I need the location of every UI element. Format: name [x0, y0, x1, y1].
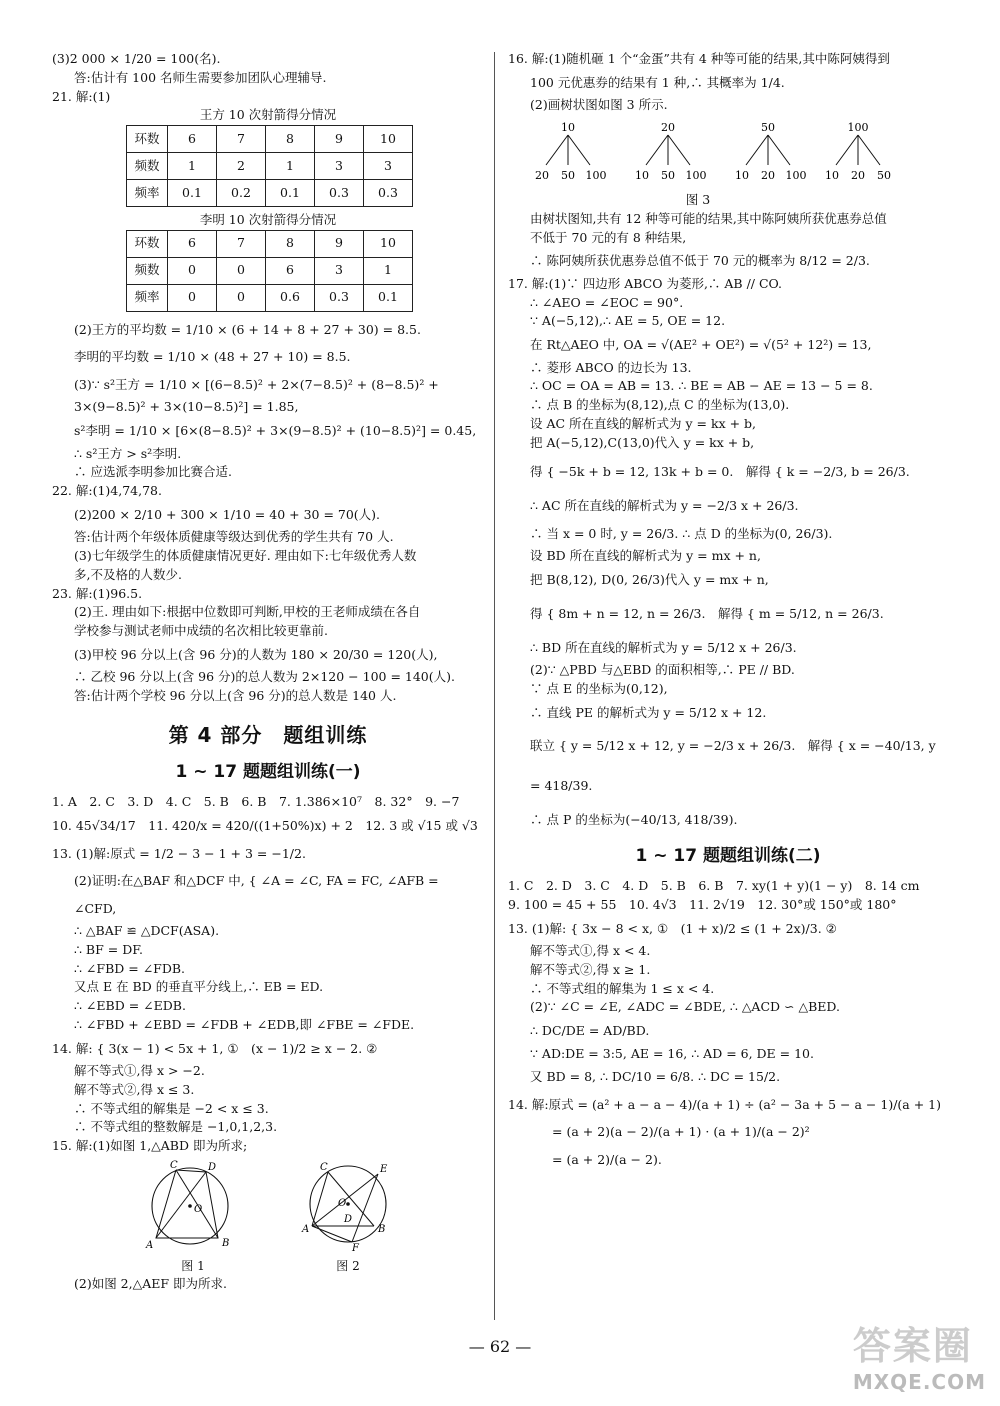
answer-line: 得 { 8m + n = 12, n = 26/3. 解得 { m = 5/12, n = 26/3.: [530, 605, 884, 621]
tree-branch: [635, 121, 707, 182]
answer-line: ∵ AD:DE = 3:5, AE = 16, ∴ AD = 6, DE = 10.: [530, 1045, 814, 1061]
answer-line: ∵ 点 E 的坐标为(0,12),: [530, 680, 668, 696]
watermark-url: MXQE.COM: [852, 1370, 986, 1394]
answer-line: ∴ OC = OA = AB = 13. ∴ BE = AB − AE = 13 − 5 = 8.: [530, 378, 873, 394]
tree-leaf: 100: [785, 169, 807, 182]
watermark-brand: 答案圈: [852, 1324, 973, 1368]
answer-line: ∴ 应选派李明参加比赛合适.: [74, 464, 232, 480]
tree-root: 100: [847, 121, 869, 134]
tree-leaf: 50: [877, 169, 891, 182]
table-caption: 李明 10 次射箭得分情况: [199, 212, 337, 227]
table-cell: 0.3: [315, 180, 364, 207]
point-label: C: [170, 1159, 178, 1171]
answer-line: 22. 解:(1)4,74,78.: [52, 483, 162, 498]
table-cell: 0.3: [364, 180, 413, 207]
tree-leaf: 20: [535, 169, 549, 182]
table-cell: 9: [315, 126, 364, 153]
answer-line: 答:估计有 100 名师生需要参加团队心理辅导.: [74, 69, 327, 85]
answer-line: 13. (1)解: { 3x − 8 < x, ① (1 + x)/2 ≤ (1 + 2x)/3. ②: [508, 920, 837, 936]
answer-line: (2)王方的平均数 = 1/10 × (6 + 14 + 8 + 27 + 30) = 8.5.: [74, 321, 421, 337]
answer-line: ∵ A(−5,12),∴ AE = 5, OE = 12.: [530, 313, 726, 329]
answer-line: 把 B(8,12), D(0, 26/3)代入 y = mx + n,: [530, 572, 769, 587]
answer-line: (2)画树状图如图 3 所示.: [530, 97, 668, 113]
point-label: B: [222, 1237, 230, 1249]
answer-line: 17. 解:(1)∵ 四边形 ABCO 为菱形,∴ AB // CO.: [508, 275, 783, 291]
tree-branch: [735, 121, 807, 182]
tree-leaf: 10: [735, 169, 749, 182]
table-cell: 频数: [127, 257, 168, 284]
table-cell: 频数: [127, 153, 168, 180]
figure-caption: 图 3: [685, 192, 711, 207]
answer-line: ∴ s²王方 > s²李明.: [74, 445, 182, 461]
answer-line: ∴ ∠EBD = ∠EDB.: [74, 998, 186, 1013]
point-label: O: [338, 1197, 347, 1209]
answer-line: ∴ △BAF ≌ △DCF(ASA).: [74, 923, 220, 938]
table-cell: 0.1: [364, 284, 413, 311]
answer-line: = (a + 2)(a − 2)/(a + 1) · (a + 1)/(a − 2)²: [552, 1124, 810, 1140]
answer-line: 14. 解: { 3(x − 1) < 5x + 1, ① (x − 1)/2 ≥ x − 2. ②: [52, 1040, 378, 1056]
table-cell: 0.6: [266, 284, 315, 311]
table-cell: 3: [364, 153, 413, 180]
table-cell: 0.1: [168, 180, 217, 207]
column-divider: [494, 52, 495, 1320]
circle-diagram-2: [298, 1160, 398, 1252]
answer-line: 不低于 70 元的有 8 种结果,: [530, 229, 687, 245]
section-title: 第 4 部分 题组训练: [168, 722, 368, 747]
answer-line: 100 元优惠券的结果有 1 种,∴ 其概率为 1/4.: [530, 74, 785, 90]
table-cell: 0: [217, 257, 266, 284]
answer-line: 9. 100 = 45 + 55 10. 4√3 11. 2√19 12. 30°或 150°或 180°: [508, 896, 897, 912]
answer-line: 1. A 2. C 3. D 4. C 5. B 6. B 7. 1.386×10⁷ 8. 32° 9. −7: [52, 794, 460, 810]
tree-root: 10: [561, 121, 575, 134]
point-label: A: [302, 1223, 310, 1235]
tree-diagram: [528, 119, 908, 191]
tree-leaf: 10: [635, 169, 649, 182]
table-cell: 1: [168, 153, 217, 180]
table-cell: 0: [168, 284, 217, 311]
tree-leaf: 20: [851, 169, 865, 182]
table-cell: 0.1: [266, 180, 315, 207]
figure-caption: 图 2: [336, 1258, 360, 1273]
figure-1: [138, 1160, 248, 1275]
table-row: [127, 230, 413, 257]
table-cell: 7: [217, 230, 266, 257]
table-cell: 9: [315, 230, 364, 257]
answer-line: (3)甲校 96 分以上(含 96 分)的人数为 180 × 20/30 = 120(人),: [74, 646, 438, 662]
tree-leaf: 50: [561, 169, 575, 182]
answer-line: (2)王. 理由如下:根据中位数即可判断,甲校的王老师成绩在各自: [74, 604, 421, 620]
answer-line: ∴ 不等式组的整数解是 −1,0,1,2,3.: [74, 1119, 278, 1135]
answer-line: 李明的平均数 = 1/10 × (48 + 27 + 10) = 8.5.: [74, 349, 351, 365]
tree-branch: [825, 121, 891, 182]
answer-line: ∴ BD 所在直线的解析式为 y = 5/12 x + 26/3.: [530, 639, 797, 655]
score-table-liming: [126, 230, 413, 312]
point-label: B: [378, 1223, 386, 1235]
answer-line: ∴ BF = DF.: [74, 941, 143, 957]
tree-root: 20: [661, 121, 675, 134]
answer-line: 把 A(−5,12),C(13,0)代入 y = kx + b,: [530, 434, 755, 450]
table-row: [127, 257, 413, 284]
answer-line: 答:估计两个学校 96 分以上(含 96 分)的总人数是 140 人.: [74, 688, 397, 703]
table-cell: 6: [266, 257, 315, 284]
subsection-title: 1 ~ 17 题题组训练(二): [635, 845, 821, 866]
point-label: C: [320, 1161, 328, 1173]
circle-diagram-1: [138, 1160, 248, 1252]
table-cell: 频率: [127, 180, 168, 207]
answer-line: 学校参与测试老师中成绩的名次相比较更靠前.: [74, 623, 328, 638]
answer-line: ∴ 直线 PE 的解析式为 y = 5/12 x + 12.: [530, 704, 767, 720]
answer-line: 解不等式②,得 x ≥ 1.: [530, 961, 651, 977]
answer-line: 13. (1)解:原式 = 1/2 − 3 − 1 + 3 = −1/2.: [52, 845, 306, 861]
table-cell: 0.3: [315, 284, 364, 311]
answer-line: 由树状图知,共有 12 种等可能的结果,其中陈阿姨所获优惠券总值: [530, 210, 887, 226]
answer-line: 3×(9−8.5)² + 3×(10−8.5)²] = 1.85,: [74, 399, 299, 415]
table-row: [127, 153, 413, 180]
answer-line: (2)∵ ∠C = ∠E, ∠ADC = ∠BDE, ∴ △ACD ∽ △BED.: [530, 999, 840, 1015]
answer-line: ∴ 当 x = 0 时, y = 26/3. ∴ 点 D 的坐标为(0, 26/3).: [530, 525, 833, 541]
tree-leaf: 100: [685, 169, 707, 182]
subsection-title: 1 ~ 17 题题组训练(一): [175, 761, 361, 782]
table-cell: 0.2: [217, 180, 266, 207]
point-label: E: [380, 1163, 388, 1175]
answer-line: 联立 { y = 5/12 x + 12, y = −2/3 x + 26/3. 解得 { x = −40/13, y = 418/39.: [530, 738, 940, 793]
answer-line: 设 AC 所在直线的解析式为 y = kx + b,: [530, 415, 757, 431]
answer-line: 16. 解:(1)随机砸 1 个“金蛋”共有 4 种等可能的结果,其中陈阿姨得到: [508, 51, 890, 66]
table-cell: 1: [364, 257, 413, 284]
answer-line: 解不等式②,得 x ≤ 3.: [74, 1081, 195, 1097]
table-cell: 0: [217, 284, 266, 311]
answer-line: 1. C 2. D 3. C 4. D 5. B 6. B 7. xy(1 + y)(1 − y) 8. 14 cm: [508, 878, 920, 893]
tree-leaf: 20: [761, 169, 775, 182]
score-table-wangfang: [126, 125, 413, 207]
table-row: [127, 284, 413, 311]
table-cell: 8: [266, 230, 315, 257]
answer-line: ∴ 乙校 96 分以上(含 96 分)的总人数为 2×120 − 100 = 140(人).: [74, 669, 455, 685]
answer-line: (2)证明:在△BAF 和△DCF 中, { ∠A = ∠C, FA = FC, ∠AFB = ∠CFD,: [74, 873, 443, 916]
answer-line: 又 BD = 8, ∴ DC/10 = 6/8. ∴ DC = 15/2.: [530, 1069, 781, 1085]
table-cell: 3: [315, 257, 364, 284]
answer-line: 在 Rt△AEO 中, OA = √(AE² + OE²) = √(5² + 12²) = 13,: [530, 337, 872, 352]
answer-line: (3)七年级学生的体质健康情况更好. 理由如下:七年级优秀人数: [74, 548, 417, 563]
table-cell: 频率: [127, 284, 168, 311]
answer-line: ∴ 点 P 的坐标为(−40/13, 418/39).: [530, 812, 738, 827]
answer-line: 10. 45√34/17 11. 420/x = 420/((1+50%)x) + 2 12. 3 或 √15 或 √3: [52, 818, 478, 833]
table-cell: 8: [266, 126, 315, 153]
answer-line: 得 { −5k + b = 12, 13k + b = 0. 解得 { k = −2/3, b = 26/3.: [530, 464, 910, 480]
answer-line: ∴ ∠AEO = ∠EOC = 90°.: [530, 294, 684, 310]
left-column: [52, 50, 484, 1294]
answer-line: 23. 解:(1)96.5.: [52, 585, 143, 601]
answer-line: ∴ DC/DE = AD/BD.: [530, 1023, 650, 1038]
answer-line: ∴ 不等式组的解集为 1 ≤ x < 4.: [530, 980, 715, 996]
answer-line: 21. 解:(1): [52, 88, 111, 104]
answer-line: ∴ 菱形 ABCO 的边长为 13.: [530, 359, 692, 375]
figure-row: [52, 1160, 484, 1275]
answer-line: 15. 解:(1)如图 1,△ABD 即为所求;: [52, 1138, 248, 1153]
page-number: — 62 —: [468, 1337, 532, 1356]
answer-line: ∴ AC 所在直线的解析式为 y = −2/3 x + 26/3.: [530, 498, 799, 514]
point-label: D: [344, 1213, 353, 1225]
answer-line: = (a + 2)/(a − 2).: [552, 1151, 662, 1167]
table-row: [127, 180, 413, 207]
answer-line: (2)如图 2,△AEF 即为所求.: [74, 1275, 227, 1291]
right-column: [508, 50, 948, 1173]
answer-line: ∴ 不等式组的解集是 −2 < x ≤ 3.: [74, 1100, 269, 1116]
table-cell: 6: [168, 230, 217, 257]
figure-caption: 图 1: [181, 1258, 205, 1273]
answer-line: 多,不及格的人数少.: [74, 566, 182, 582]
table-cell: 6: [168, 126, 217, 153]
table-cell: 2: [217, 153, 266, 180]
table-cell: 7: [217, 126, 266, 153]
point-label: O: [194, 1203, 203, 1215]
tree-leaf: 50: [661, 169, 675, 182]
answer-line: (3)2 000 × 1/20 = 100(名).: [52, 51, 221, 66]
answer-line: ∴ ∠FBD = ∠FDB.: [74, 960, 186, 976]
watermark-logo: [853, 1315, 986, 1394]
answer-line: ∴ ∠FBD + ∠EBD = ∠FDB + ∠EDB,即 ∠FBE = ∠FDE.: [74, 1016, 415, 1032]
answer-line: 设 BD 所在直线的解析式为 y = mx + n,: [530, 548, 761, 564]
table-cell: 环数: [127, 230, 168, 257]
tree-leaf: 10: [825, 169, 839, 182]
table-cell: 3: [315, 153, 364, 180]
answer-line: s²李明 = 1/10 × [6×(8−8.5)² + 3×(9−8.5)² + (10−8.5)²] = 0.45,: [74, 423, 477, 438]
table-cell: 0: [168, 257, 217, 284]
answer-line: ∴ 陈阿姨所获优惠券总值不低于 70 元的概率为 8/12 = 2/3.: [530, 253, 870, 269]
table-cell: 1: [266, 153, 315, 180]
answer-line: 答:估计两个年级体质健康等级达到优秀的学生共有 70 人.: [74, 529, 394, 545]
table-row: [127, 126, 413, 153]
figure-2: [298, 1160, 398, 1275]
answer-line: (2)∵ △PBD 与△EBD 的面积相等,∴ PE // BD.: [530, 662, 795, 677]
point-label: A: [146, 1239, 154, 1251]
answer-line: 又点 E 在 BD 的垂直平分线上,∴ EB = ED.: [74, 979, 324, 995]
answer-line: (2)200 × 2/10 + 300 × 1/10 = 40 + 30 = 70(人).: [74, 506, 381, 522]
answer-line: 14. 解:原式 = (a² + a − a − 4)/(a + 1) ÷ (a² − 3a + 5 − a − 1)/(a + 1): [508, 1096, 941, 1112]
point-label: F: [352, 1242, 359, 1252]
table-caption: 王方 10 次射箭得分情况: [199, 107, 337, 123]
table-cell: 环数: [127, 126, 168, 153]
tree-branch: [535, 121, 607, 182]
answer-line: 解不等式①,得 x < 4.: [530, 943, 651, 958]
answer-line: (3)∵ s²王方 = 1/10 × [(6−8.5)² + 2×(7−8.5)² + (8−8.5)² +: [74, 376, 439, 392]
answer-line: 解不等式①,得 x > −2.: [74, 1063, 205, 1078]
tree-leaf: 100: [585, 169, 607, 182]
tree-root: 50: [761, 121, 775, 134]
table-cell: 10: [364, 230, 413, 257]
answer-line: ∴ 点 B 的坐标为(8,12),点 C 的坐标为(13,0).: [530, 397, 790, 412]
point-label: D: [208, 1161, 217, 1173]
table-cell: 10: [364, 126, 413, 153]
